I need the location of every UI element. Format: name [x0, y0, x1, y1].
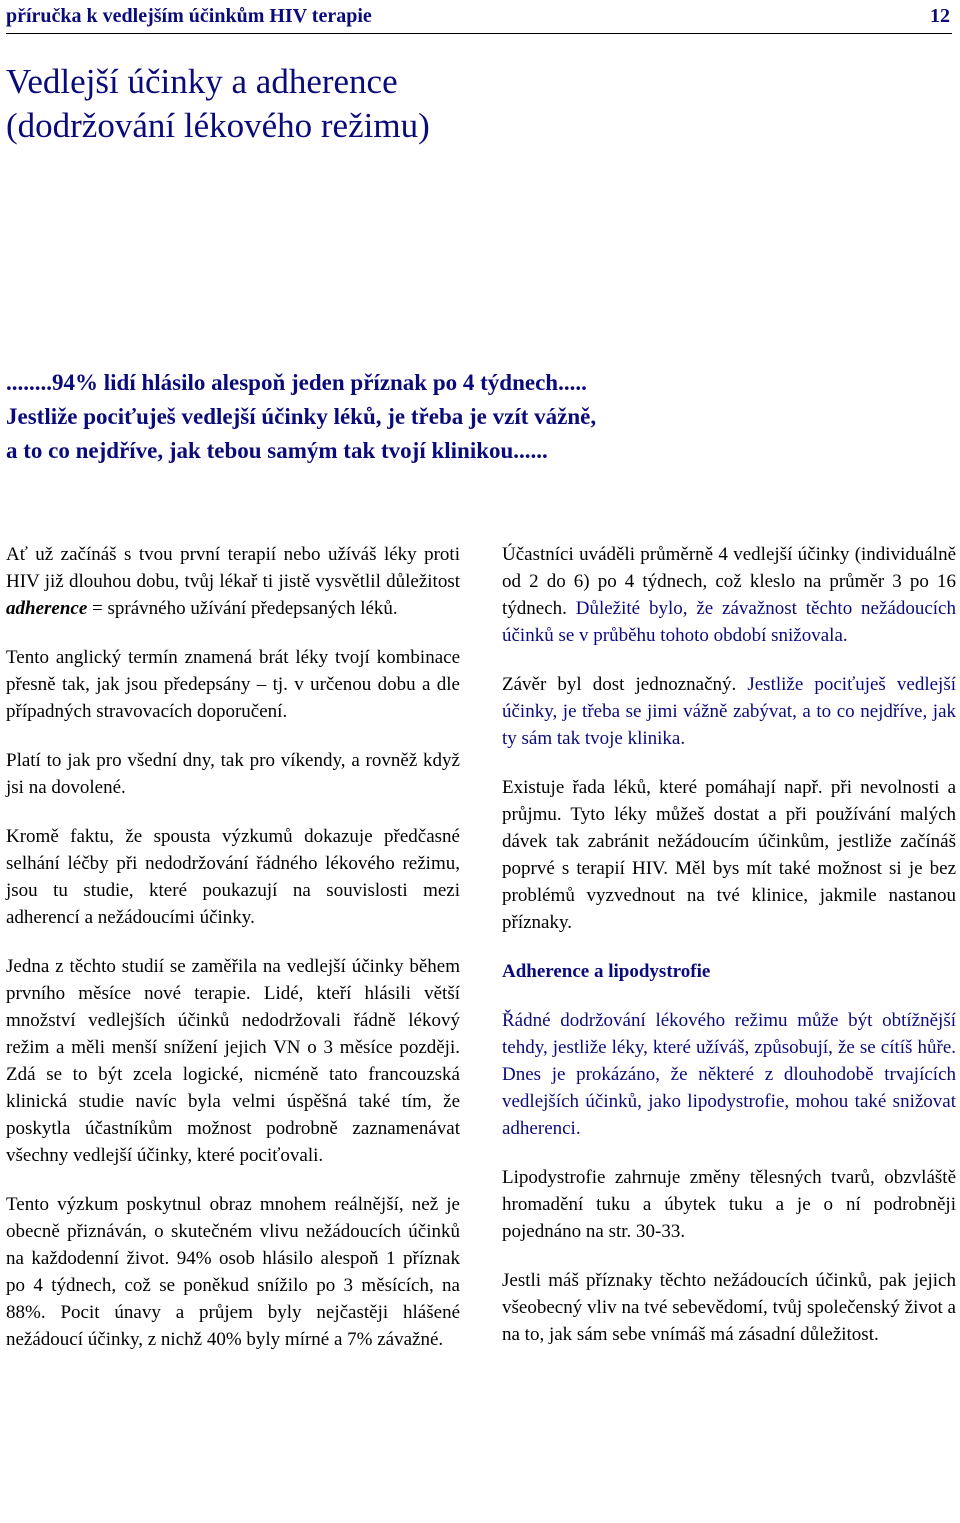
paragraph-research-results: Tento výzkum poskytnul obraz mnohem reálnější, než je obecně přiznáván, o skutečném vlivu nežádoucích účinků na každodenní život. 94% osob hlásilo alespoň 1 příznak po 4 týdnech, což se poněkud snížilo po 3 měsících, na 88%. Pocit únavy a průjem byly nejčastěji hlášené nežádoucí účinky, z nichž 40% byly mírné a 7% závažné. — [6, 1194, 460, 1350]
paragraph-studies: Kromě faktu, že spousta výzkumů dokazuje předčasné selhání léčby při nedodržování řádného lékového režimu, jsou tu studie, které poukazují na souvislosti mezi adherencí a nežádoucími účinky. — [6, 826, 460, 928]
section-heading-lipodystrophy: Adherence a lipodystrofie — [502, 961, 711, 982]
pull-quote — [6, 366, 946, 468]
paragraph-conclusion: Závěr byl dost jednoznačný. Jestliže pociťuješ vedlejší účinky, je třeba se jimi vážně zabývat, a to co nejdříve, jak ty sám tak tvoje klinika. — [502, 674, 956, 749]
paragraph-participants: Účastníci uváděli průměrně 4 vedlejší účinky (individuálně od 2 do 6) po 4 týdnech, což kleslo na průměr 3 po 16 týdnech. Důležité bylo, že závažnost těchto nežádoucích účinků se v průběhu tohoto období snižovala. — [502, 544, 956, 646]
page-title-line-1: Vedlejší účinky a adherence — [6, 62, 398, 101]
pull-quote-line-1: ........94% lidí hlásilo alespoň jeden příznak po 4 týdnech..... — [6, 370, 587, 395]
right-column — [502, 541, 956, 1348]
term-adherence: adherence — [6, 598, 88, 619]
page-title-line-2: (dodržování lékového režimu) — [6, 106, 430, 145]
paragraph-adherence-difficulty: Řádné dodržování lékového režimu může být obtížnější tehdy, jestliže léky, které užíváš, způsobují, že se cítíš hůře. Dnes je prokázáno, že některé z dlouhodobě trvajících vedlejších účinků, jako lipodystrofie, mohou také snižovat adherenci. — [502, 1010, 956, 1139]
paragraph-adherence-intro: Ať už začínáš s tvou první terapií nebo užíváš léky proti HIV již dlouhou dobu, tvůj lékař ti jistě vysvětlil důležitost adherence = správného užívání předepsaných léků. — [6, 544, 460, 619]
paragraph-lipodystrophy: Lipodystrofie zahrnuje změny tělesných tvarů, obzvláště hromadění tuku a úbytek tuku a je o ní podrobněji pojednáno na str. 30-33. — [502, 1167, 956, 1242]
paragraph-term-meaning: Tento anglický termín znamená brát léky tvojí kombinace přesně tak, jak jsou předepsány – tj. v určenou dobu a dle případných stravovacích doporučení. — [6, 647, 460, 722]
paragraph-weekends: Platí to jak pro všední dny, tak pro víkendy, a rovněž když jsi na dovolené. — [6, 750, 460, 798]
running-header — [6, 3, 952, 34]
page-title — [6, 60, 906, 148]
paragraph-self-esteem: Jestli máš příznaky těchto nežádoucích účinků, pak jejich všeobecný vliv na tvé sebevědomí, tvůj společenský život a na to, jak sám sebe vnímáš má zásadní důležitost. — [502, 1270, 956, 1345]
page-number: 12 — [930, 5, 950, 27]
pull-quote-line-2: Jestliže pociťuješ vedlejší účinky léků, je třeba je vzít vážně, — [6, 404, 597, 429]
paragraph-medications: Existuje řada léků, které pomáhají např. při nevolnosti a průjmu. Tyto léky můžeš dostat a při používání malých dávek tak zabránit nežádoucím účinkům, jestliže začínáš poprvé s terapií HIV. Měl bys mít také možnost si je bez problémů vyzvednout na tvé klinice, jakmile nastanou příznaky. — [502, 777, 956, 933]
running-title: příručka k vedlejším účinkům HIV terapie — [6, 5, 372, 27]
paragraph-french-study: Jedna z těchto studií se zaměřila na vedlejší účinky během prvního měsíce nové terapie. Lidé, kteří hlásili větší množství vedlejších účinků nedodržovali řádně lékový režim a měli menší snížení jejich VN o 3 měsíce později. Zdá se to být zcela logické, nicméně tato francouzská klinická studie navíc byla velmi úspěšná také tím, že poskytla účastníkům možnost podrobně zaznamenávat všechny vedlejší účinky, které pociťovali. — [6, 956, 461, 1166]
left-column — [6, 541, 460, 1353]
pull-quote-line-3: a to co nejdříve, jak tebou samým tak tvojí klinikou...... — [6, 438, 548, 463]
